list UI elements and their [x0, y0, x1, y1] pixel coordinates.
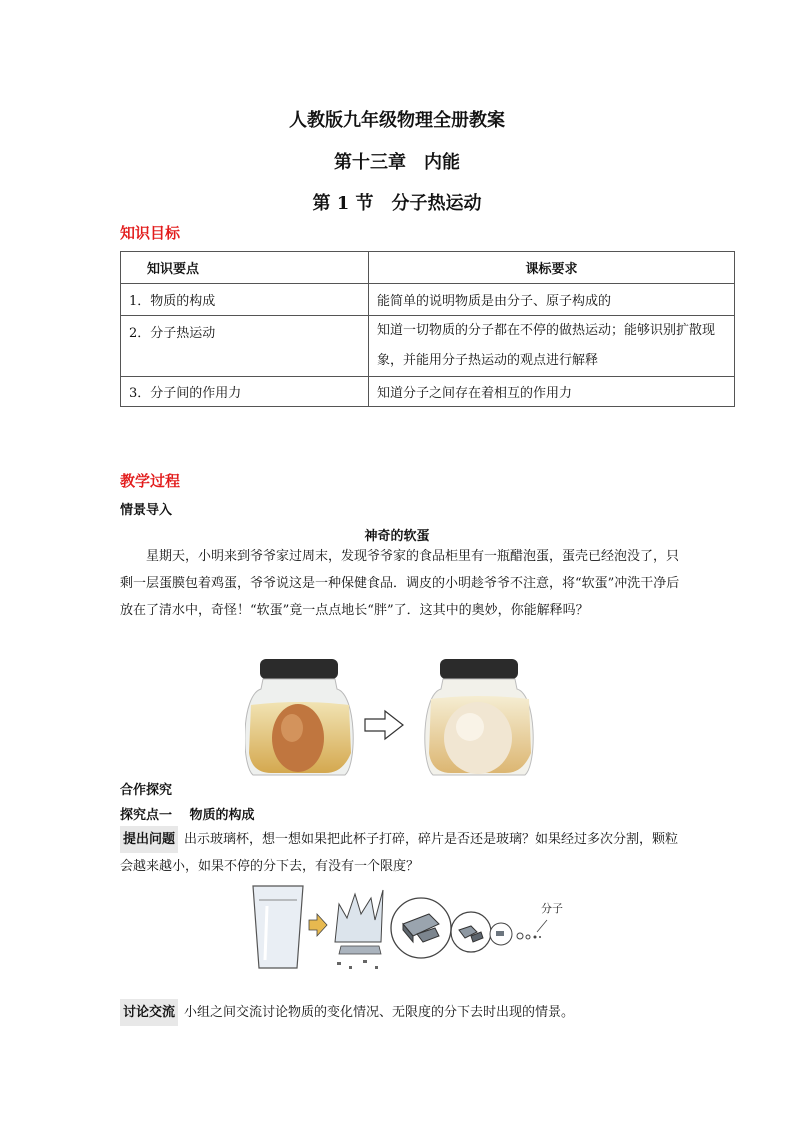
- molecule-label: 分子: [541, 902, 563, 915]
- discuss-text: 小组之间交流讨论物质的变化情况、无限度的分下去时出现的情景。: [184, 1005, 575, 1020]
- goals-table: [120, 251, 735, 407]
- ask-paragraph: [120, 826, 680, 880]
- cell-req: 知道分子之间存在着相互的作用力: [369, 377, 735, 407]
- molecule-dots: [517, 920, 547, 939]
- intro-heading: 情景导入: [120, 503, 173, 518]
- arrow-icon: [309, 914, 327, 936]
- coop-heading: 合作探究: [120, 783, 173, 798]
- chapter-title: 第十三章 内能: [334, 152, 460, 173]
- story-paragraph: 星期天，小明来到爷爷家过周末，发现爷爷家的食品柜里有一瓶醋泡蛋，蛋壳已经泡没了，只剩一层蛋膜包着鸡蛋，爷爷说这是一种保健食品．调皮的小明趁爷爷不注意，将“软蛋”冲洗干净后放在了清水中，奇怪！“软蛋”竟一点点地长“胖”了．这其中的奥妙，你能解释吗？: [120, 549, 680, 618]
- discuss-tag: 讨论交流: [120, 999, 178, 1026]
- cell-point: 2．分子热运动: [121, 316, 369, 377]
- cell-point: 1．物质的构成: [121, 284, 369, 316]
- ask-tag: 提出问题: [120, 826, 178, 853]
- process-heading: 教学过程: [120, 472, 181, 490]
- fragment-circle: [391, 898, 451, 958]
- ask-text: 出示玻璃杯，想一想如果把此杯子打碎，碎片是否还是玻璃？如果经过多次分割，颗粒会越来越小，如果不停的分下去，有没有一个限度？: [120, 832, 679, 874]
- small-fragment-circle: [451, 912, 491, 952]
- goals-heading: 知识目标: [120, 224, 181, 242]
- story-title: 神奇的软蛋: [364, 529, 430, 544]
- cell-req: 知道一切物质的分子都在不停的做热运动；能够识别扩散现象，并能用分子热运动的观点进行解释: [369, 316, 735, 377]
- arrow-icon: [365, 711, 403, 739]
- cell-req: 能简单的说明物质是由分子、原子构成的: [369, 284, 735, 316]
- point1-heading: 探究点一 物质的构成: [120, 808, 255, 823]
- jar-before: [245, 659, 353, 775]
- egg-jar-illustration: [245, 655, 535, 780]
- broken-glass: [335, 890, 383, 969]
- table-row: [121, 377, 735, 407]
- table-row: [121, 316, 735, 377]
- table-header-row: [121, 252, 735, 284]
- table-row: [121, 284, 735, 316]
- glass-cup: [253, 886, 303, 968]
- discuss-paragraph: [120, 999, 720, 1026]
- cell-point: 3．分子间的作用力: [121, 377, 369, 407]
- col-header-point: 知识要点: [121, 252, 369, 284]
- col-header-req: 课标要求: [369, 252, 735, 284]
- tiny-fragment-circle: [490, 923, 512, 945]
- jar-after: [425, 659, 533, 775]
- glass-division-illustration: [245, 880, 585, 975]
- document-title: 人教版九年级物理全册教案: [289, 110, 505, 131]
- section-title: 第 1 节 分子热运动: [312, 193, 482, 214]
